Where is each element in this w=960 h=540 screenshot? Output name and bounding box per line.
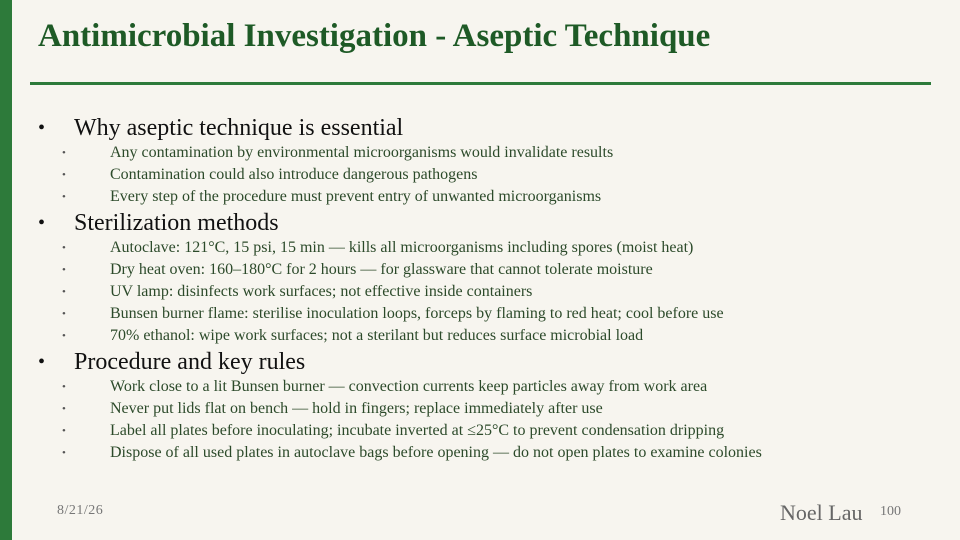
list-item-text: Label all plates before inoculating; incubate inverted at ≤25°C to prevent condensation dripping	[110, 421, 725, 439]
list-item-text: 70% ethanol: wipe work surfaces; not a sterilant but reduces surface microbial load	[110, 327, 644, 345]
section-heading	[38, 114, 938, 142]
bullet-icon: •	[38, 117, 46, 139]
list-item-text: UV lamp: disinfects work surfaces; not effective inside containers	[110, 282, 533, 300]
page-number: 100	[880, 504, 901, 519]
list-item-text: Work close to a lit Bunsen burner — convection currents keep particles away from work area	[110, 377, 708, 395]
bullet-icon: •	[62, 330, 66, 343]
list-item-text: Dispose of all used plates in autoclave bags before opening — do not open plates to examine colonies	[110, 444, 762, 462]
section-heading-text: Procedure and key rules	[74, 348, 306, 375]
section-heading-text: Sterilization methods	[74, 209, 279, 236]
list-item	[38, 398, 938, 420]
section-heading	[38, 348, 938, 376]
list-item-text: Contamination could also introduce dangerous pathogens	[110, 166, 478, 184]
section-heading	[38, 209, 938, 237]
list-item	[38, 376, 938, 398]
section-heading-text: Why aseptic technique is essential	[74, 115, 404, 141]
bullet-icon: •	[62, 447, 66, 460]
bullet-icon: •	[62, 263, 66, 276]
list-item	[38, 281, 938, 303]
slide-body	[38, 114, 938, 464]
left-accent-bar	[0, 0, 12, 540]
bullet-icon: •	[62, 169, 66, 182]
list-item	[38, 142, 938, 164]
bullet-list	[38, 237, 938, 348]
list-item-text: Every step of the procedure must prevent entry of unwanted microorganisms	[110, 188, 602, 206]
title-divider	[30, 82, 931, 85]
list-item-text: Dry heat oven: 160–180°C for 2 hours — for glassware that cannot tolerate moisture	[110, 260, 653, 278]
list-item-text: Autoclave: 121°C, 15 psi, 15 min — kills all microorganisms including spores (moist heat)	[110, 238, 694, 256]
bullet-icon: •	[62, 147, 66, 159]
list-item	[38, 303, 938, 325]
footer-author: Noel Lau	[780, 500, 863, 525]
list-item-text: Never put lids flat on bench — hold in fingers; replace immediately after use	[110, 399, 603, 417]
list-item	[38, 325, 938, 347]
section-why-aseptic	[38, 114, 938, 209]
slide-title: Antimicrobial Investigation - Aseptic Technique	[38, 18, 711, 54]
bullet-icon: •	[38, 350, 46, 373]
section-procedure-rules	[38, 348, 938, 465]
list-item	[38, 259, 938, 281]
list-item	[38, 237, 938, 259]
bullet-icon: •	[62, 308, 66, 321]
list-item-text: Any contamination by environmental microorganisms would invalidate results	[110, 144, 614, 161]
bullet-icon: •	[62, 241, 66, 254]
bullet-icon: •	[62, 191, 66, 204]
bullet-icon: •	[62, 380, 66, 393]
footer-date: 8/21/26	[57, 503, 104, 518]
bullet-icon: •	[62, 424, 66, 437]
list-item	[38, 186, 938, 208]
list-item-text: Bunsen burner flame: sterilise inoculation loops, forceps by flaming to red heat; cool before use	[110, 305, 724, 323]
bullet-icon: •	[62, 285, 66, 298]
bullet-list	[38, 142, 938, 209]
bullet-icon: •	[38, 211, 46, 234]
bullet-list	[38, 376, 938, 465]
section-sterilization-methods	[38, 209, 938, 348]
list-item	[38, 164, 938, 186]
bullet-icon: •	[62, 402, 66, 415]
list-item	[38, 442, 938, 464]
list-item	[38, 420, 938, 442]
